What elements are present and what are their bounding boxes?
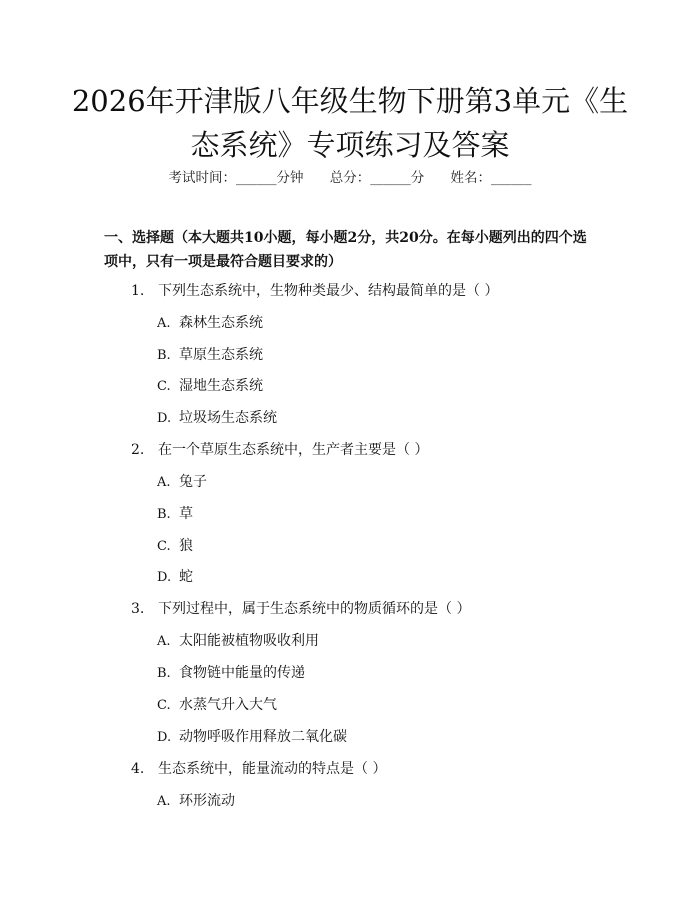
question-3 <box>131 599 470 619</box>
option-letter: C. <box>157 539 171 554</box>
option-letter: A. <box>157 634 171 649</box>
option-text: 太阳能被植物吸收利用 <box>179 633 319 649</box>
exam-time-field: 考试时间：______分钟 <box>168 170 304 186</box>
option-text: 草 <box>179 506 193 522</box>
question-1-option-b <box>157 345 263 366</box>
title-line-1: 2026年开津版八年级生物下册第3单元《生 <box>71 84 629 118</box>
option-letter: A. <box>157 475 171 490</box>
question-1 <box>131 281 498 301</box>
option-letter: C. <box>157 379 171 394</box>
option-letter: A. <box>157 794 171 809</box>
option-text: 草原生态系统 <box>179 347 263 363</box>
option-letter: B. <box>157 348 171 363</box>
option-text: 垃圾场生态系统 <box>179 410 277 426</box>
question-text: 下列生态系统中，生物种类最少、结构最简单的是（ ） <box>158 283 499 299</box>
question-3-option-c <box>157 695 277 716</box>
title-line-2: 态系统》专项练习及答案 <box>190 128 510 162</box>
question-3-option-b <box>157 663 305 684</box>
question-2-option-c <box>157 536 193 557</box>
option-text: 蛇 <box>179 569 193 585</box>
question-2 <box>131 440 428 460</box>
option-text: 兔子 <box>179 474 207 490</box>
option-text: 森林生态系统 <box>179 315 263 331</box>
option-text: 环形流动 <box>179 793 235 809</box>
option-text: 湿地生态系统 <box>179 378 263 394</box>
question-text: 生态系统中，能量流动的特点是（ ） <box>158 761 387 777</box>
question-4 <box>131 759 386 779</box>
student-name-field: 姓名：______ <box>450 170 532 186</box>
option-letter: A. <box>157 316 171 331</box>
section-heading <box>104 226 624 274</box>
question-number: 3. <box>131 601 145 617</box>
question-3-option-d <box>157 727 347 748</box>
section-heading-line-1: 一、选择题（本大题共10小题，每小题2分，共20分。在每小题列出的四个选 <box>104 230 587 246</box>
question-1-option-d <box>157 408 277 429</box>
question-1-option-a <box>157 313 263 334</box>
option-text: 狼 <box>179 538 193 554</box>
question-3-option-a <box>157 631 319 652</box>
question-text: 在一个草原生态系统中，生产者主要是（ ） <box>158 442 429 458</box>
option-letter: B. <box>157 507 171 522</box>
question-2-option-d <box>157 567 193 588</box>
question-number: 1. <box>131 283 145 299</box>
option-letter: D. <box>157 570 172 585</box>
question-number: 4. <box>131 761 145 777</box>
option-text: 食物链中能量的传递 <box>179 665 305 681</box>
option-text: 动物呼吸作用释放二氧化碳 <box>179 729 347 745</box>
question-text: 下列过程中，属于生态系统中的物质循环的是（ ） <box>158 601 471 617</box>
option-letter: D. <box>157 730 172 745</box>
exam-info-row <box>0 168 700 188</box>
option-letter: B. <box>157 666 171 681</box>
question-1-option-c <box>157 376 263 397</box>
section-heading-line-2: 项中，只有一项是最符合题目要求的） <box>104 254 342 270</box>
option-letter: C. <box>157 698 171 713</box>
question-2-option-a <box>157 472 207 493</box>
question-2-option-b <box>157 504 193 525</box>
question-4-option-a <box>157 791 235 812</box>
total-score-field: 总分：______分 <box>329 170 425 186</box>
option-letter: D. <box>157 411 172 426</box>
document-title <box>60 79 640 167</box>
question-number: 2. <box>131 442 145 458</box>
option-text: 水蒸气升入大气 <box>179 697 277 713</box>
